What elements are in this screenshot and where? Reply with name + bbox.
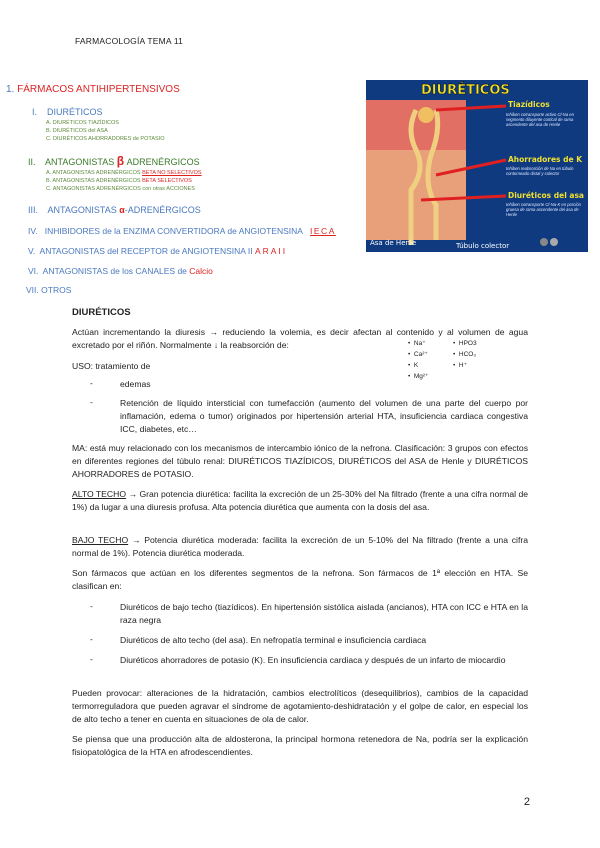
outline-v bbox=[28, 246, 287, 256]
class-item-alto: Diuréticos de alto techo (del asa). En nefropatía terminal e insuficiencia cardiaca bbox=[120, 635, 427, 645]
outline-v-num: V. bbox=[28, 246, 36, 256]
outline-i-a: A. DIURÉTICOS TIAZÍDICOS bbox=[46, 120, 119, 126]
class-item-bajo: Diuréticos de bajo techo (tiazídicos). En hipertensión sistólica aislada (ancianos), HTA con ICC e HTA en la raza negra bbox=[120, 602, 528, 626]
outline-iv-label: INHIBIDORES de la ENZIMA CONVERTIDORA de ANGIOTENSINA bbox=[44, 226, 303, 236]
alpha-symbol: α bbox=[119, 205, 125, 215]
ions-right bbox=[453, 338, 477, 371]
outline-i-c: C. DIURÉTICOS AHORRADORES de POTASIO bbox=[46, 136, 165, 142]
outline-title-text: FÁRMACOS ANTIHIPERTENSIVOS bbox=[17, 84, 180, 95]
ions-left bbox=[408, 338, 429, 382]
outline-v-tag: ARAII bbox=[254, 246, 288, 256]
uso-item-retencion: Retención de líquido intersticial con tumefacción (aumento del volumen de una parte del cuerpo por inflamación, edema o tumor) originados por hipertensión arterial HTA, insuficiencia cardiaca congestiva ICC, diabetes, etc… bbox=[120, 398, 528, 435]
outline-iii bbox=[28, 205, 201, 215]
figure-title: DIURÉTICOS bbox=[421, 83, 510, 98]
outline-iv bbox=[28, 226, 336, 236]
outline-ii-a-tag: BETA NO SELECTIVOS bbox=[142, 170, 202, 176]
outline-vii-label: OTROS bbox=[41, 285, 72, 295]
figure-box2-text: Inhiben reabsorción de Na en túbulo contorneado distal y colector bbox=[506, 166, 574, 177]
outline-vi bbox=[28, 266, 213, 276]
outline-iii-label-a: ANTAGONISTAS bbox=[47, 205, 117, 215]
paragraph-piensa: Se piensa que una producción alta de aldosterona, la principal hormona retenedora de Na, podría ser la explicación fisiopatológica de la HTA en afrodescendientes. bbox=[72, 734, 528, 758]
outline-v-label: ANTAGONISTAS del RECEPTOR de ANGIOTENSINA II bbox=[39, 246, 253, 256]
figure-box3-text: Inhiben cotransporte Cl-Na-K en porción gruesa de rama ascendente del asa de Henle bbox=[506, 202, 581, 218]
outline-vi-num: VI. bbox=[28, 266, 39, 276]
paragraph-ma: MA: está muy relacionado con los mecanismos de intercambio iónico de la nefrona. Clasificación: 3 grupos con efectos en diferentes regiones del túbulo renal: DIURÉTICOS TIAZÍDICOS, DIURÉTICOS del ASA de Henle y DIURÉTICOS AHORRADORES de POTASIO. bbox=[72, 443, 528, 480]
outline-ii-label-a: ANTAGONISTAS bbox=[45, 157, 115, 167]
outline-title bbox=[6, 84, 180, 95]
class-item-ahorradores: Diuréticos ahorradores de potasio (K). En insuficiencia cardiaca y después de un infarto de miocardio bbox=[120, 655, 506, 665]
outline-iv-num: IV. bbox=[28, 226, 38, 236]
beta-symbol: β bbox=[116, 154, 125, 168]
outline-ii-b-text: B. ANTAGONISTAS ADRENÉRGICOS bbox=[46, 178, 143, 184]
ion-item: • H⁺ bbox=[453, 362, 468, 369]
outline-i-label: DIURÉTICOS bbox=[47, 107, 103, 117]
alto-techo-text: → Gran potencia diurética: facilita la excreción de un 25-30% del Na filtrado (frente a una cifra normal de 1%) da lugar a una diuresis profusa. Alta potencia diurética que aumenta con la dosis del asa. bbox=[72, 489, 528, 513]
ion-item: • K bbox=[408, 362, 419, 369]
outline-ii bbox=[28, 154, 200, 168]
ion-item: • Ca²⁺ bbox=[408, 351, 428, 358]
figure-box1-text: Inhiben cotransporte activo Cl-Na en segmento diluyente cortical de rama ascendente del asa de Henle bbox=[506, 112, 574, 128]
outline-vi-tag: Calcio bbox=[189, 266, 213, 276]
outline-iii-label-b: -ADRENÉRGICOS bbox=[124, 205, 201, 215]
bullet-dash: - bbox=[90, 654, 93, 664]
ion-item: • HPO3 bbox=[453, 340, 477, 347]
figure-ahorradores: Ahorradores de K bbox=[508, 155, 583, 164]
bajo-techo-text: → Potencia diurética moderada: facilita la excreción de un 5-10% del Na filtrado (frente a una cifra normal de 1%). Potencia diurética moderada. bbox=[72, 535, 528, 559]
page-header: FARMACOLOGÍA TEMA 11 bbox=[75, 36, 184, 46]
figure-asa: Diuréticos del asa bbox=[508, 191, 584, 200]
outline-ii-c: C. ANTAGONISTAS ADRENÉRGICOS con otras ACCIONES bbox=[46, 186, 195, 192]
outline-iv-tag: IECA bbox=[310, 226, 336, 236]
outline-ii-a bbox=[46, 170, 202, 176]
outline-title-num: 1. bbox=[6, 84, 15, 95]
outline-i bbox=[32, 107, 103, 117]
figure-tiazidicos: Tiazídicos bbox=[508, 100, 550, 109]
bullet-dash: - bbox=[90, 397, 93, 407]
outline-ii-num: II. bbox=[28, 157, 36, 167]
outline-i-num: I. bbox=[32, 107, 38, 117]
outline-vii bbox=[26, 285, 71, 295]
section-title: DIURÉTICOS bbox=[72, 307, 131, 318]
paragraph-son-farmacos: Son fármacos que actúan en los diferentes segmentos de la nefrona. Son fármacos de 1ª elección en HTA. Se clasifican en: bbox=[72, 568, 528, 592]
alto-techo-label: ALTO TECHO bbox=[72, 489, 127, 499]
bullet-dash: - bbox=[90, 378, 93, 388]
outline-iii-num: III. bbox=[28, 205, 39, 215]
paragraph-bajo-techo bbox=[72, 534, 528, 560]
uso-item-edemas: edemas bbox=[120, 379, 151, 389]
ion-item: • Mg²⁺ bbox=[408, 373, 429, 380]
page-number: 2 bbox=[523, 796, 530, 808]
outline-vii-num: VII. bbox=[26, 285, 39, 295]
outline-ii-a-text: A. ANTAGONISTAS ADRENÉRGICOS bbox=[46, 170, 143, 176]
outline-ii-label-b: ADRENÉRGICOS bbox=[126, 157, 200, 167]
paragraph-pueden: Pueden provocar: alteraciones de la hidratación, cambios electrolíticos (desequilibrios), cambios de la capacidad termorreguladora que pueden agravar el síndrome de agotamiento-deshidratación y el golpe de calor, en especial los de alto techo a tener en cuenta en situaciones de ola de calor. bbox=[72, 688, 528, 725]
figure-label-tubulo: Túbulo colector bbox=[456, 242, 510, 250]
outline-ii-b bbox=[46, 178, 192, 184]
bullet-dash: - bbox=[90, 634, 93, 644]
paragraph-alto-techo bbox=[72, 488, 528, 514]
paragraph-intro: Actúan incrementando la diuresis → reduciendo la volemia, es decir afectan al contenido y al volumen de agua excretado por el riñón. Normalmente ↓ la reabsorción de: bbox=[72, 327, 528, 351]
ion-item: • Na⁺ bbox=[408, 340, 426, 347]
outline-vi-label: ANTAGONISTAS de los CANALES de bbox=[42, 266, 187, 276]
diuretics-figure bbox=[366, 80, 588, 252]
outline-ii-b-tag: BETA SELECTIVOS bbox=[142, 178, 192, 184]
figure-label-henle: Asa de Henle bbox=[370, 239, 417, 247]
outline-i-b: B. DIURÉTICOS del ASA bbox=[46, 128, 108, 134]
bajo-techo-label: BAJO TECHO bbox=[72, 535, 129, 545]
bullet-dash: - bbox=[90, 601, 93, 611]
uso-label: USO: tratamiento de bbox=[72, 361, 151, 371]
ion-item: • HCO₃ bbox=[453, 351, 476, 358]
